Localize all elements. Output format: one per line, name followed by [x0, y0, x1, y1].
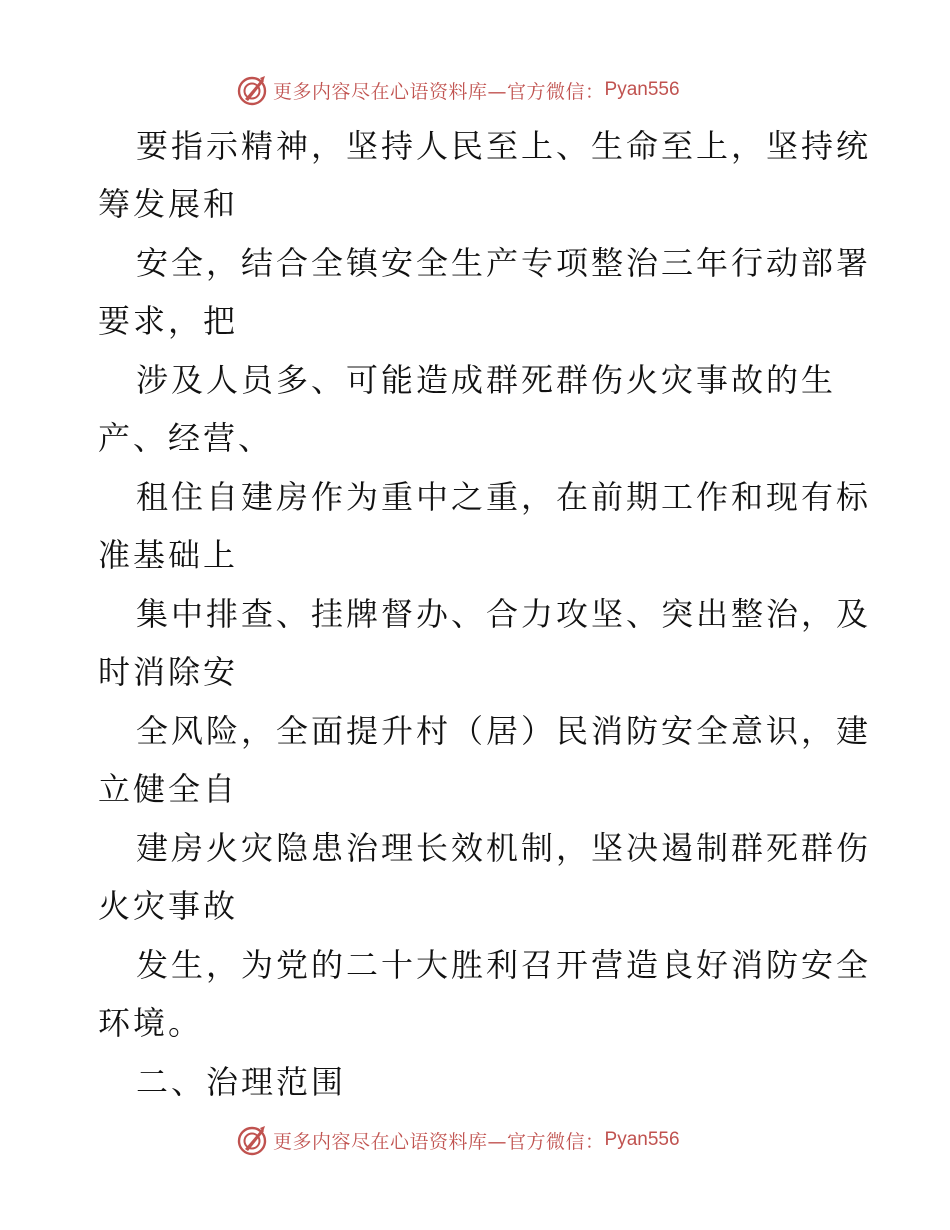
banner-wechat-id: Pyan556	[604, 1129, 680, 1150]
section-heading: 二、治理范围	[136, 1063, 347, 1101]
footer-watermark-banner	[236, 1122, 680, 1158]
paragraph-line: 筹发展和	[98, 185, 239, 223]
paragraph-line: 集中排查、挂牌督办、合力攻坚、突出整治，及	[136, 595, 872, 633]
paragraph-line: 建房火灾隐患治理长效机制，坚决遏制群死群伤	[136, 829, 872, 867]
paragraph-line: 立健全自	[98, 770, 239, 808]
paragraph-line: 环境。	[98, 1004, 204, 1042]
header-watermark-banner	[236, 72, 680, 108]
paragraph-line: 要求，把	[98, 302, 239, 340]
paragraph-line: 发生，为党的二十大胜利召开营造良好消防安全	[136, 946, 872, 984]
brand-logo-icon	[236, 74, 268, 106]
paragraph-line: 全风险，全面提升村（居）民消防安全意识，建	[136, 712, 872, 750]
paragraph-line: 安全，结合全镇安全生产专项整治三年行动部署	[136, 244, 872, 282]
paragraph-line: 产、经营、	[98, 419, 274, 457]
banner-text: 更多内容尽在心语资料库—官方微信：	[273, 1130, 605, 1153]
paragraph-line: 要指示精神，坚持人民至上、生命至上，坚持统	[136, 127, 872, 165]
paragraph-line: 时消除安	[98, 653, 239, 691]
paragraph-line: 涉及人员多、可能造成群死群伤火灾事故的生	[136, 361, 837, 399]
paragraph-line: 准基础上	[98, 536, 239, 574]
paragraph-line: 租住自建房作为重中之重，在前期工作和现有标	[136, 478, 872, 516]
brand-logo-icon	[236, 1124, 268, 1156]
banner-text: 更多内容尽在心语资料库—官方微信：	[273, 80, 605, 103]
paragraph-line: 火灾事故	[98, 887, 239, 925]
banner-wechat-id: Pyan556	[604, 79, 680, 100]
